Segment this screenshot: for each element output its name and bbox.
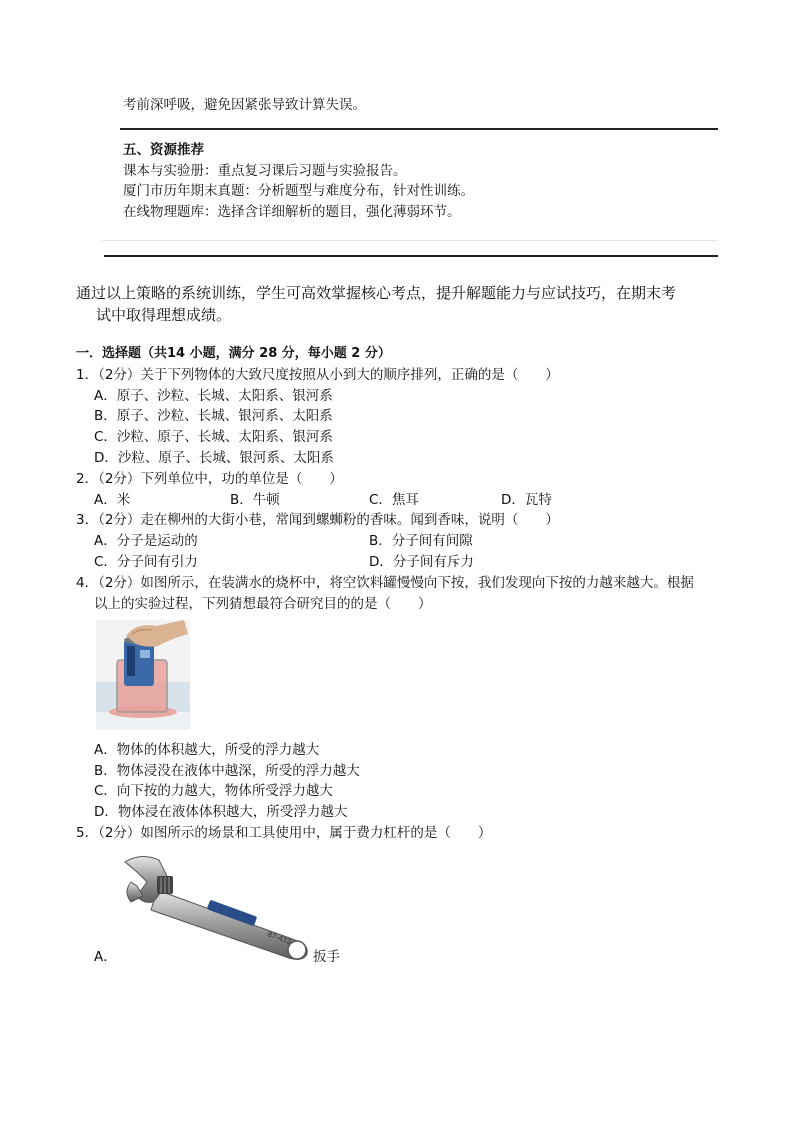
question-stem: 1．（2分）关于下列物体的大致尺度按照从小到大的顺序排列，正确的是（ ） [76,367,559,383]
option-a: A．米 [94,492,131,508]
question-stem: 5．（2分）如图所示的场景和工具使用中，属于费力杠杆的是（ ） [76,825,492,841]
summary-line: 试中取得理想成绩。 [96,306,232,324]
option-d: D．物体浸在液体体积越大，所受浮力越大 [94,804,348,820]
section-title: 一．选择题（共14 小题，满分 28 分，每小题 2 分） [76,346,391,361]
summary-paragraph [76,282,718,326]
option-d: D．沙粒、原子、长城、银河系、太阳系 [94,450,334,466]
resource-item: 在线物理题库：选择含详细解析的题目，强化薄弱环节。 [123,203,461,220]
resources-section [123,140,474,222]
question-stem: 3．（2分）走在柳州的大街小巷，常闻到螺蛳粉的香味。闻到香味，说明（ ） [76,512,559,528]
option-a: A．分子是运动的 [94,533,198,549]
option-a: A．原子、沙粒、长城、太阳系、银河系 [94,388,333,404]
question-stem: 2．（2分）下列单位中，功的单位是（ ） [76,471,343,487]
option-b: B．物体浸没在液体中越深，所受的浮力越大 [94,763,360,779]
question-stem: 4．（2分）如图所示，在装满水的烧杯中，将空饮料罐慢慢向下按，我们发现向下按的力越来越大。根据 [76,575,694,591]
resource-item: 课本与实验册：重点复习课后习题与实验报告。 [123,162,407,179]
exam-tip: 考前深呼吸，避免因紧张导致计算失误。 [123,97,366,113]
option-b: B．牛顿 [230,492,280,508]
option-a-label: 扳手 [313,949,340,965]
option-c: C．向下按的力越大，物体所受浮力越大 [94,783,333,799]
option-c: C．沙粒、原子、长城、太阳系、银河系 [94,429,333,445]
resource-item: 厦门市历年期末真题：分析题型与难度分布，针对性训练。 [123,183,474,199]
divider [104,255,718,257]
wrench-model-text: 87-432 [266,930,293,947]
option-c: C．焦耳 [369,492,419,508]
beaker-press-photo [96,620,190,730]
divider [120,128,718,130]
option-b: B．原子、沙粒、长城、银河系、太阳系 [94,408,333,424]
summary-line: 通过以上策略的系统训练，学生可高效掌握核心考点，提升解题能力与应试技巧，在期末考 [76,284,677,302]
option-a: A． [94,949,117,965]
option-b: B．分子间有间隙 [369,533,473,549]
wrench-photo [117,852,313,962]
option-a: A．物体的体积越大，所受的浮力越大 [94,742,320,758]
resources-heading: 五、资源推荐 [123,142,204,158]
option-d: D．分子间有斥力 [369,554,474,570]
question-stem-continued: 以上的实验过程，下列猜想最符合研究目的的是（ ） [94,596,432,612]
divider-thin [102,240,718,241]
option-d: D．瓦特 [501,492,552,508]
option-c: C．分子间有引力 [94,554,198,570]
